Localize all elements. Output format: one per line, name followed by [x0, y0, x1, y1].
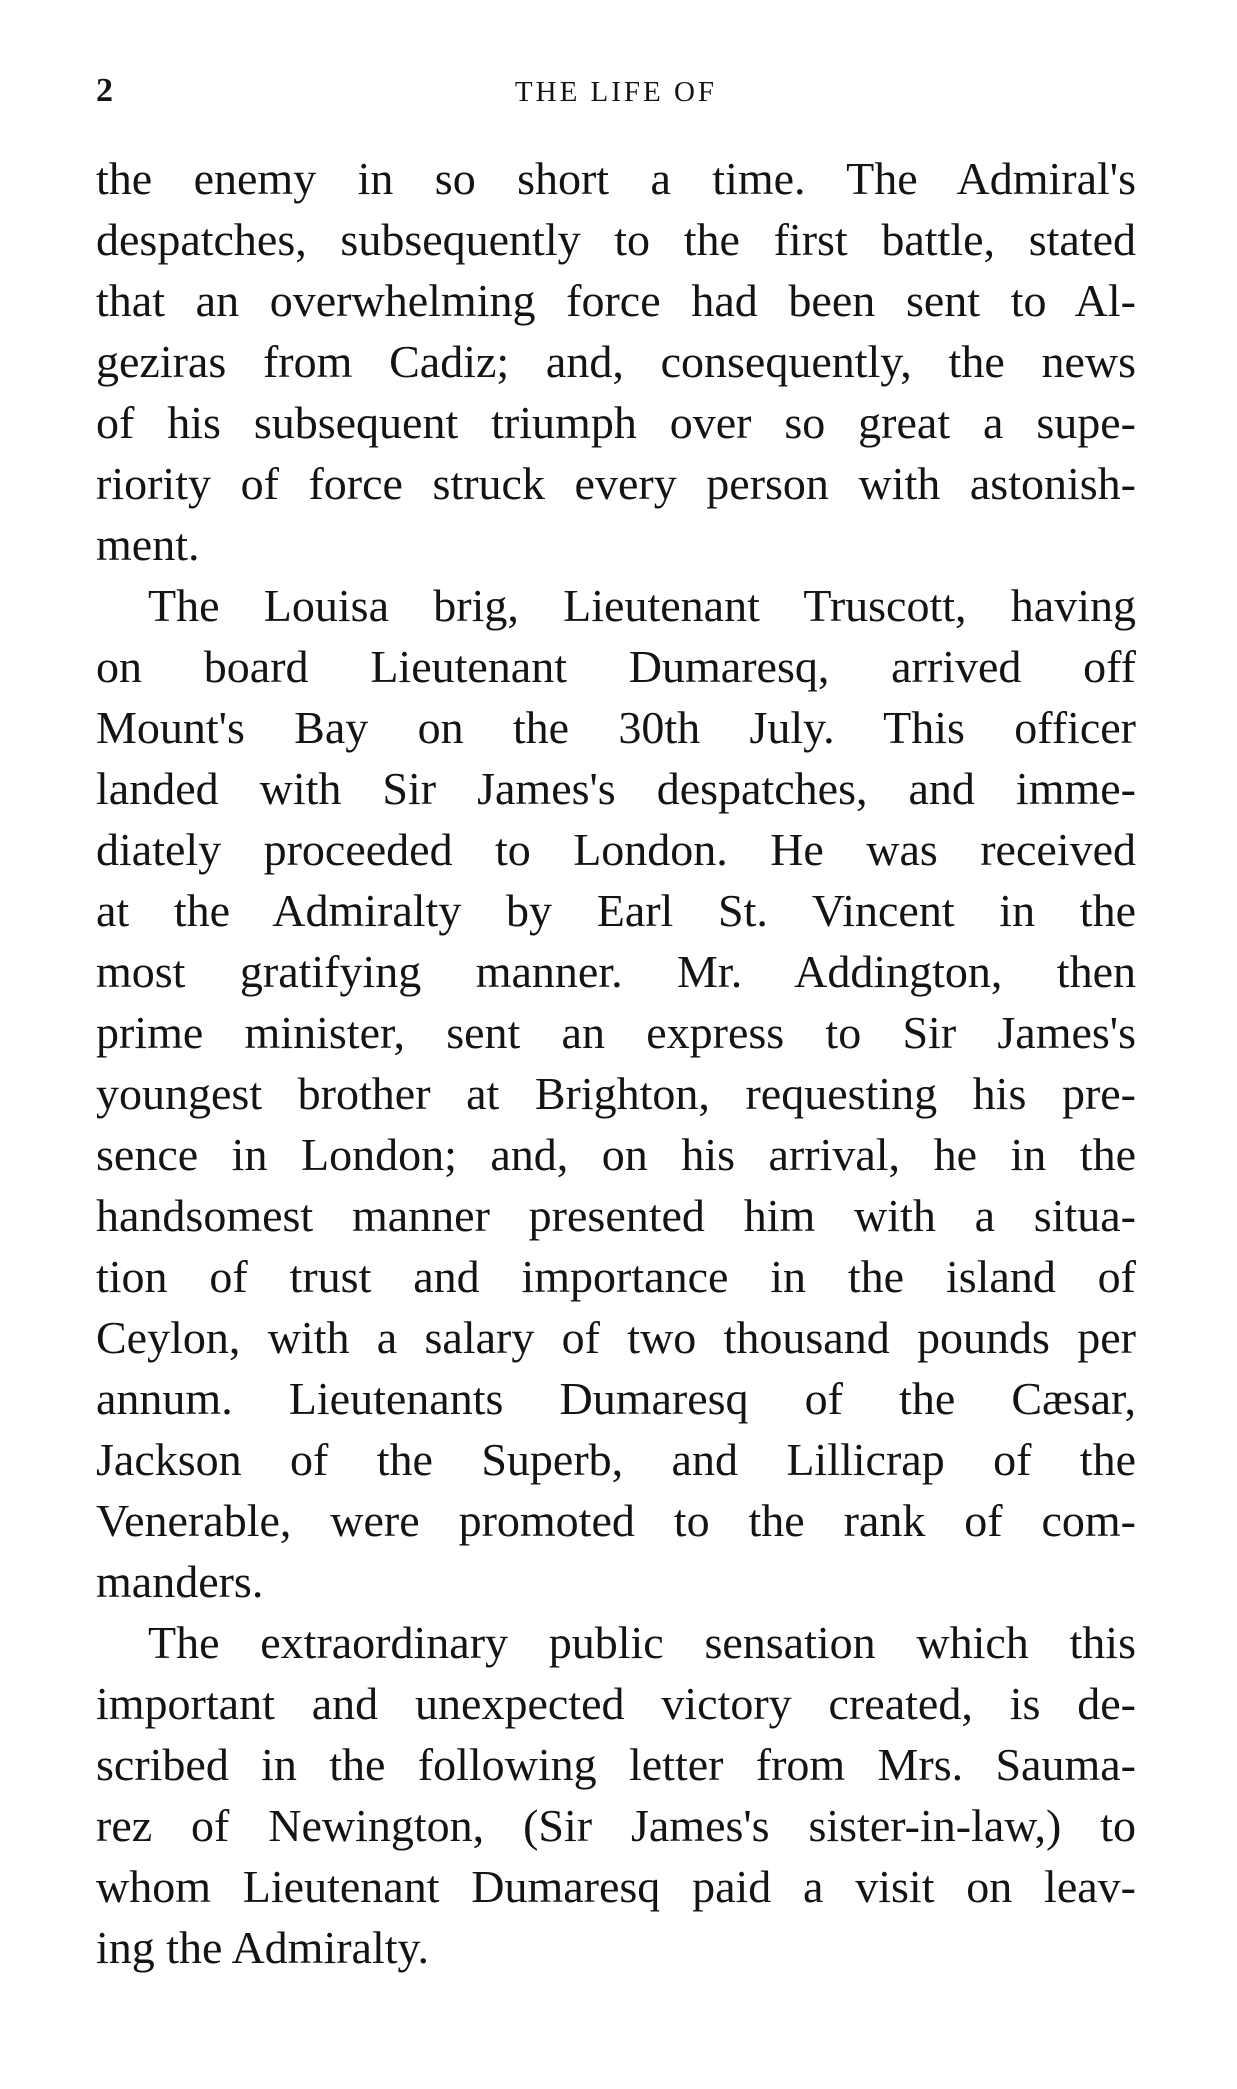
text-line: handsomest manner presented him with a situa-	[96, 1190, 1136, 1241]
text-line: the enemy in so short a time. The Admiral's	[96, 153, 1136, 204]
running-head: THE LIFE OF	[514, 76, 718, 108]
text-line: manders.	[96, 1556, 264, 1607]
text-line: at the Admiralty by Earl St. Vincent in the	[96, 885, 1136, 936]
text-line: geziras from Cadiz; and, consequently, the news	[96, 336, 1136, 387]
text-line: riority of force struck every person with astonish-	[96, 458, 1136, 509]
text-line: Venerable, were promoted to the rank of com-	[96, 1495, 1136, 1546]
text-line: important and unexpected victory created, is de-	[96, 1678, 1136, 1729]
text-line: of his subsequent triumph over so great a supe-	[96, 397, 1136, 448]
text-line: Mount's Bay on the 30th July. This officer	[96, 702, 1136, 753]
text-line: Jackson of the Superb, and Lillicrap of the	[96, 1434, 1136, 1485]
text-line: that an overwhelming force had been sent to Al-	[96, 275, 1136, 326]
text-line: despatches, subsequently to the first battle, stated	[96, 214, 1136, 265]
page-number: 2	[96, 72, 113, 109]
text-line: ing the Admiralty.	[96, 1922, 430, 1973]
text-line: prime minister, sent an express to Sir James's	[96, 1007, 1136, 1058]
text-line: diately proceeded to London. He was received	[96, 824, 1136, 875]
body-text	[96, 148, 1136, 1978]
text-line: The Louisa brig, Lieutenant Truscott, having	[148, 580, 1136, 631]
text-line: ment.	[96, 519, 200, 570]
text-line: Ceylon, with a salary of two thousand pounds per	[96, 1312, 1136, 1363]
text-line: sence in London; and, on his arrival, he in the	[96, 1129, 1136, 1180]
text-line: tion of trust and importance in the island of	[96, 1251, 1136, 1302]
page-header	[96, 72, 1136, 116]
text-line: rez of Newington, (Sir James's sister-in-law,) to	[96, 1800, 1136, 1851]
text-line: youngest brother at Brighton, requesting his pre-	[96, 1068, 1136, 1119]
text-line: scribed in the following letter from Mrs. Sauma-	[96, 1739, 1136, 1790]
text-line: The extraordinary public sensation which this	[148, 1617, 1136, 1668]
text-line: whom Lieutenant Dumaresq paid a visit on leav-	[96, 1861, 1136, 1912]
text-line: on board Lieutenant Dumaresq, arrived off	[96, 641, 1136, 692]
text-line: annum. Lieutenants Dumaresq of the Cæsar,	[96, 1373, 1136, 1424]
text-line: landed with Sir James's despatches, and imme-	[96, 763, 1136, 814]
text-line: most gratifying manner. Mr. Addington, then	[96, 946, 1136, 997]
